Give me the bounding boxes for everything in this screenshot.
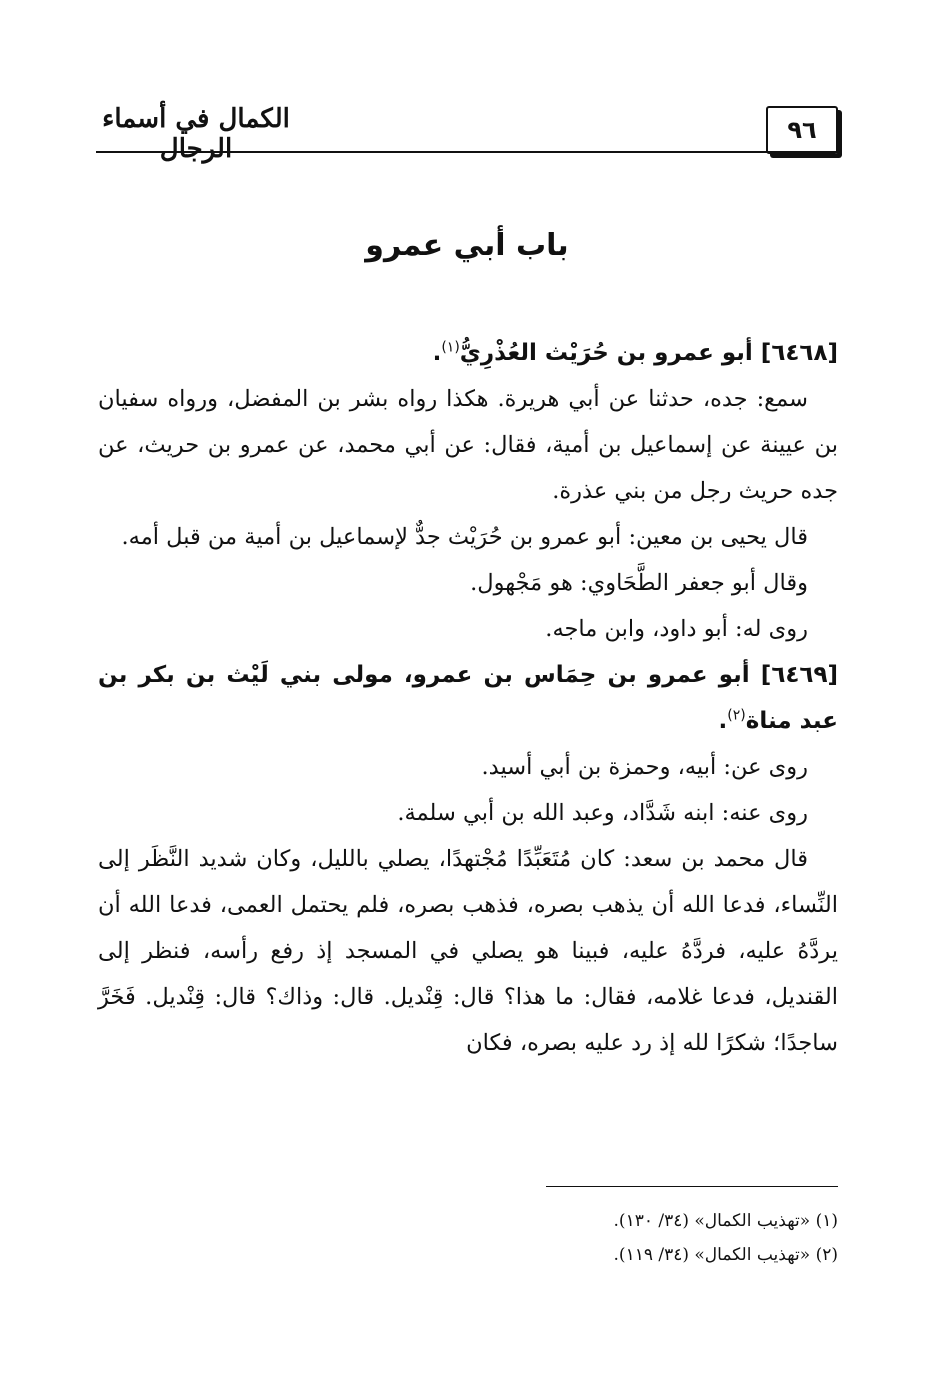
paragraph: وقال أبو جعفر الطَّحَاوي: هو مَجْهول. xyxy=(470,570,808,596)
footnote-ref: (١) xyxy=(441,339,460,356)
entry-heading: [٦٤٦٩] أبو عمرو بن حِمَاس بن عمرو، مولى بني لَيْث بن بكر بن عبد مناة$^{(٢)}$. xyxy=(98,662,838,734)
footnote-ref: (٢) xyxy=(727,707,746,724)
paragraph: قال يحيى بن معين: أبو عمرو بن حُرَيْث جدٌّ لإسماعيل بن أمية من قبل أمه. xyxy=(121,524,808,550)
page-number: ٩٦ xyxy=(766,106,838,154)
paragraph: روى عنه: ابنه شَدَّاد، وعبد الله بن أبي سلمة. xyxy=(397,800,808,826)
entry-heading: [٦٤٦٨] أبو عمرو بن حُرَيْث العُذْرِيُّ$^{(١)}$. xyxy=(432,339,838,366)
footnotes xyxy=(98,1204,838,1272)
footnote: (٢) «تهذيب الكمال» (٣٤/ ١١٩). xyxy=(613,1245,838,1265)
paragraph: روى عن: أبيه، وحمزة بن أبي أسيد. xyxy=(481,754,808,780)
header-rule xyxy=(96,151,838,153)
chapter-title: باب أبي عمرو xyxy=(365,228,569,263)
running-title: الكمال في أسماء الرجال xyxy=(102,104,290,164)
footnote: (١) «تهذيب الكمال» (٣٤/ ١٣٠). xyxy=(613,1211,838,1231)
paragraph: روى له: أبو داود، وابن ماجه. xyxy=(545,616,808,642)
footnote-rule xyxy=(546,1186,838,1187)
paragraph: سمع: جده، حدثنا عن أبي هريرة. هكذا رواه بشر بن المفضل، ورواه سفيان بن عيينة عن إسماعيل بن أمية، فقال: عن أبي محمد، عن عمرو بن حريث، عن جده حريث رجل من بني عذرة. xyxy=(98,386,838,504)
paragraph: قال محمد بن سعد: كان مُتَعَبِّدًا مُجْتهدًا، يصلي بالليل، وكان شديد النَّظَر إلى النِّساء، فدعا الله أن يذهب بصره، فذهب بصره، فلم يحتمل العمى، فدعا الله أن يردَّهُ عليه، فردَّهُ عليه، فبينا هو يصلي في المسجد إذ رفع رأسه، فنظر إلى القنديل، فدعا غلامه، فقال: ما هذا؟ قال: قِنْديل. قال: وذاك؟ قال: قِنْديل. فَخَرَّ ساجدًا؛ شكرًا لله إذ رد عليه بصره، فكان xyxy=(98,846,838,1056)
body-text xyxy=(98,330,838,1066)
